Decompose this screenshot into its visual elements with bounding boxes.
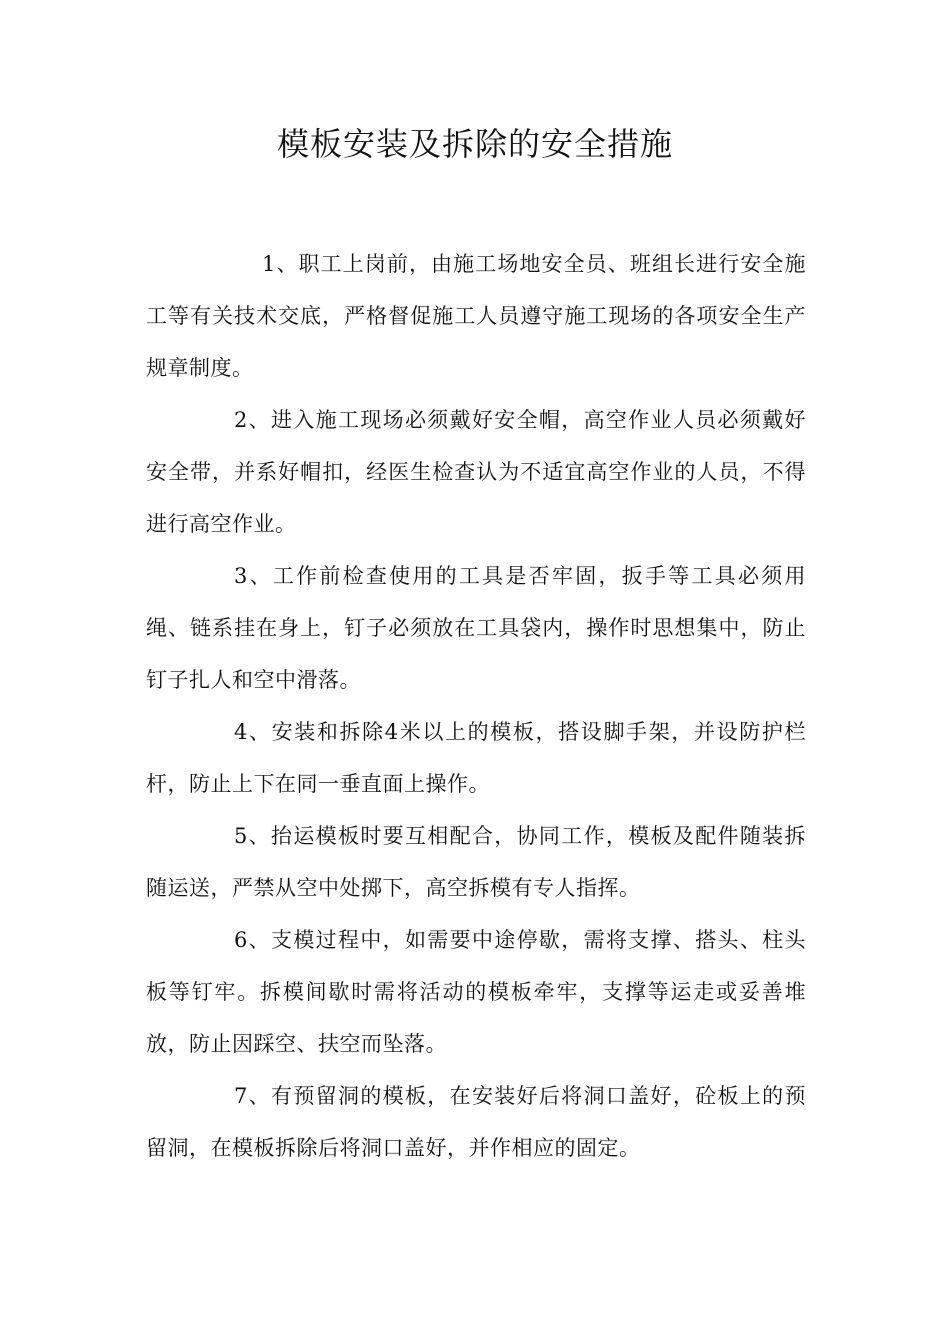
paragraph-7: 7、有预留洞的模板，在安装好后将洞口盖好，砼板上的预留洞，在模板拆除后将洞口盖好，并作相应的固定。 xyxy=(146,1084,806,1160)
document-body xyxy=(146,238,806,1174)
paragraph-3: 3、工作前检查使用的工具是否牢固，扳手等工具必须用绳、链系挂在身上，钉子必须放在工具袋内，操作时思想集中，防止钉子扎人和空中滑落。 xyxy=(146,564,806,692)
paragraph-5: 5、抬运模板时要互相配合，协同工作，模板及配件随装拆随运送，严禁从空中处掷下，高空拆模有专人指挥。 xyxy=(146,824,806,900)
paragraph-1: 1、职工上岗前，由施工场地安全员、班组长进行安全施工等有关技术交底，严格督促施工人员遵守施工现场的各项安全生产规章制度。 xyxy=(146,252,806,380)
document-title: 模板安装及拆除的安全措施 xyxy=(276,125,673,163)
paragraph-4: 4、安装和拆除4米以上的模板，搭设脚手架，并设防护栏杆，防止上下在同一垂直面上操作。 xyxy=(146,720,806,796)
paragraph-6: 6、支模过程中，如需要中途停歇，需将支撑、搭头、柱头板等钉牢。拆模间歇时需将活动的模板牵牢，支撑等运走或妥善堆放，防止因踩空、扶空而坠落。 xyxy=(146,928,806,1056)
paragraph-2: 2、进入施工现场必须戴好安全帽，高空作业人员必须戴好安全带，并系好帽扣，经医生检查认为不适宜高空作业的人员，不得进行高空作业。 xyxy=(146,408,806,536)
